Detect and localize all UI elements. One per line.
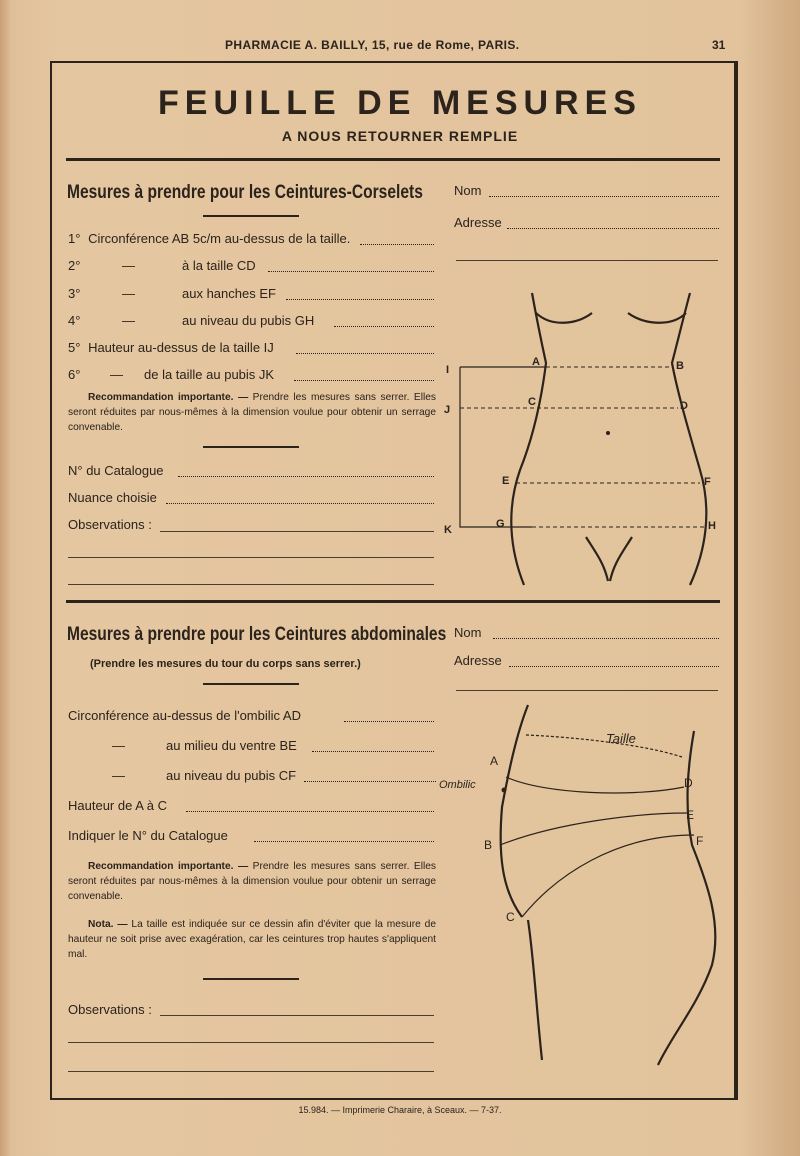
list-item: Hauteur de A à C: [68, 798, 168, 813]
adresse-label: Adresse: [454, 215, 502, 230]
adresse-field[interactable]: [507, 228, 719, 229]
running-header: PHARMACIE A. BAILLY, 15, rue de Rome, PARIS.: [225, 38, 520, 52]
line-taille: [526, 735, 682, 757]
answer-line[interactable]: [186, 811, 434, 812]
section2-recommendation: [68, 859, 436, 904]
page-number: 31: [712, 38, 726, 52]
label-f: F: [704, 476, 711, 488]
recommendation-heading: Recommandation importante. —: [88, 392, 249, 403]
observations-line-3[interactable]: [68, 1071, 434, 1072]
item-text: à la taille CD: [182, 258, 256, 273]
recommendation-text: Prendre les mesures sans serrer. Elles seront réduites par nous-mêmes à la dimension voulue pour obtenir un serrage convenable.: [68, 861, 436, 902]
torso-right-outline: [672, 293, 706, 585]
list-item: [68, 286, 135, 301]
label-d: D: [680, 400, 688, 412]
item-dash: —: [112, 738, 125, 753]
section1-recommendation: [68, 390, 436, 435]
item-dash: —: [122, 313, 135, 328]
label-b: B: [676, 360, 684, 372]
list-item: au niveau du pubis CF: [166, 768, 297, 783]
adresse-line-2[interactable]: [456, 260, 718, 261]
section-divider: [66, 600, 720, 603]
section1-title: Mesures à prendre pour les Ceintures-Corselets: [67, 182, 423, 203]
line-be: [500, 813, 688, 845]
observations-line-2[interactable]: [68, 1042, 434, 1043]
label-i: I: [446, 364, 450, 376]
item-dash: —: [110, 367, 123, 382]
line-cf: [522, 835, 694, 917]
observations-label: Observations :: [68, 517, 152, 532]
navel-dot: [502, 788, 507, 793]
observations-label: Observations :: [68, 1002, 152, 1017]
item-number: 1°: [68, 231, 81, 246]
label-f: F: [696, 834, 704, 848]
abdominal-diagram: [436, 695, 726, 1075]
label-k: K: [444, 524, 452, 536]
item-number: 4°: [68, 313, 81, 328]
catalogue-label: N° du Catalogue: [68, 463, 164, 478]
answer-line[interactable]: [360, 244, 434, 245]
answer-line[interactable]: [304, 781, 436, 782]
adresse-field[interactable]: [509, 666, 719, 667]
recommendation-heading: Recommandation importante. —: [88, 861, 249, 872]
section2-nota: [68, 917, 436, 962]
item-text: au niveau du pubis GH: [182, 313, 315, 328]
catalogue-field[interactable]: [178, 476, 434, 477]
label-c: C: [506, 910, 515, 924]
label-j: J: [444, 404, 451, 416]
label-g: G: [496, 518, 505, 530]
observations-line-2[interactable]: [68, 557, 434, 558]
item-number: 3°: [68, 286, 81, 301]
adresse-line-2[interactable]: [456, 690, 718, 691]
answer-line[interactable]: [344, 721, 434, 722]
label-taille: Taille: [606, 731, 636, 746]
list-item: [68, 367, 123, 382]
item-text: Circonférence AB 5c/m au-dessus de la taille.: [88, 231, 351, 246]
observations-field[interactable]: [160, 1015, 434, 1016]
list-item: [68, 231, 350, 246]
section1-mid-rule: [203, 446, 299, 448]
corselet-diagram: [436, 285, 726, 590]
top-divider: [66, 158, 720, 161]
nom-field[interactable]: [493, 638, 719, 639]
page-title: FEUILLE DE MESURES: [158, 84, 642, 122]
item-number: 5°: [68, 340, 81, 355]
label-a: A: [532, 356, 540, 368]
label-h: H: [708, 520, 716, 532]
right-breast-curve: [628, 313, 686, 323]
label-ombilic: Ombilic: [439, 779, 476, 791]
answer-line[interactable]: [296, 353, 434, 354]
nom-label: Nom: [454, 183, 482, 198]
answer-line[interactable]: [286, 299, 434, 300]
adresse-label: Adresse: [454, 653, 502, 668]
section2-title: Mesures à prendre pour les Ceintures abdominales: [67, 624, 447, 645]
nota-text: La taille est indiquée sur ce dessin afin d'éviter que la mesure de hauteur ne soit prise avec exagération, car les ceintures trop hautes s'appliquent mal.: [68, 919, 436, 960]
torso-left-outline: [511, 293, 546, 585]
answer-line[interactable]: [312, 751, 434, 752]
line-ad: [506, 777, 684, 793]
label-b: B: [484, 838, 493, 852]
nota-heading: Nota. —: [88, 919, 128, 930]
nuance-label: Nuance choisie: [68, 490, 157, 505]
list-item: [68, 340, 274, 355]
recommendation-text: Prendre les mesures sans serrer. Elles seront réduites par nous-mêmes à la dimension voulue pour obtenir un serrage convenable.: [68, 392, 436, 433]
label-e: E: [502, 475, 510, 487]
item-dash: —: [112, 768, 125, 783]
left-breast-curve: [536, 313, 592, 323]
list-item: au milieu du ventre BE: [166, 738, 297, 753]
nuance-field[interactable]: [166, 503, 434, 504]
list-item: Indiquer le N° du Catalogue: [68, 828, 228, 843]
body-front-outline: [501, 705, 528, 917]
label-d: D: [684, 776, 693, 790]
page-subtitle: A NOUS RETOURNER REMPLIE: [281, 128, 519, 144]
list-item: [68, 313, 135, 328]
label-e: E: [686, 808, 695, 822]
height-bracket: [460, 367, 532, 527]
printer-footer: 15.984. — Imprimerie Charaire, à Sceaux. — 7-37.: [298, 1105, 502, 1115]
item-dash: —: [122, 286, 135, 301]
answer-line[interactable]: [254, 841, 434, 842]
item-text: aux hanches EF: [182, 286, 276, 301]
section2-title-rule: [203, 683, 299, 685]
list-item: Circonférence au-dessus de l'ombilic AD: [68, 708, 301, 723]
section2-subtitle: (Prendre les mesures du tour du corps sans serrer.): [90, 658, 361, 670]
observations-field[interactable]: [160, 531, 434, 532]
list-item: [68, 258, 135, 273]
legs-v: [586, 537, 632, 581]
answer-line[interactable]: [334, 326, 434, 327]
item-number: 6°: [68, 367, 81, 382]
nom-field[interactable]: [489, 196, 719, 197]
label-a: A: [490, 754, 499, 768]
item-text: Hauteur au-dessus de la taille IJ: [88, 340, 274, 355]
answer-line[interactable]: [268, 271, 434, 272]
section2-mid-rule: [203, 978, 299, 980]
section1-title-rule: [203, 215, 299, 217]
item-dash: —: [122, 258, 135, 273]
navel-dot: [606, 431, 610, 435]
item-text: de la taille au pubis JK: [144, 367, 275, 382]
answer-line[interactable]: [294, 380, 434, 381]
label-c: C: [528, 396, 536, 408]
observations-line-3[interactable]: [68, 584, 434, 585]
item-number: 2°: [68, 258, 81, 273]
leg-front-outline: [528, 920, 542, 1060]
frame-shadow: [734, 61, 738, 1100]
nom-label: Nom: [454, 625, 482, 640]
